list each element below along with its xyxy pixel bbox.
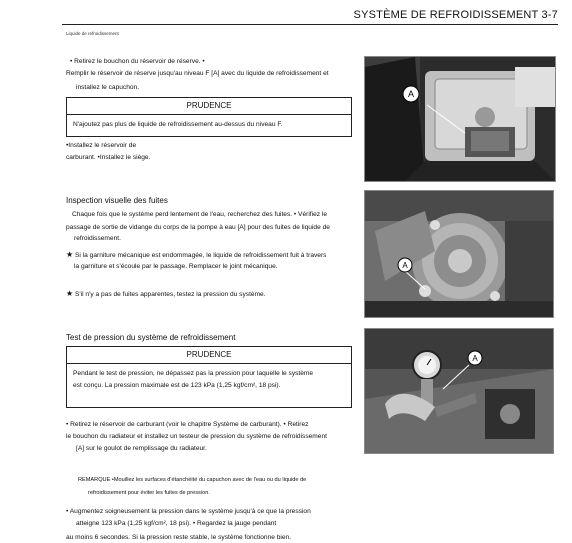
- section2-star2-text: S'il n'y a pas de fuites apparentes, testez la pression du système.: [75, 291, 266, 298]
- star-icon: ★: [66, 250, 74, 259]
- caution-title: PRUDENCE: [67, 98, 351, 115]
- header-rule: [62, 24, 558, 25]
- final-line-3: au moins 6 secondes. Si la pression reste stable, le système fonctionne bien.: [66, 534, 292, 541]
- section2-line-2: passage de sortie de vidange du corps de la pompe à eau [A] pour des fuites de liquide de: [66, 224, 330, 231]
- caution-line-1: Pendant le test de pression, ne dépassez pas la pression pour laquelle le système: [73, 370, 314, 377]
- note-line-2: refroidissement pour éviter les fuites de pression.: [88, 490, 210, 496]
- water-pump-illustration: [365, 191, 553, 317]
- caution-box-1: [66, 97, 352, 137]
- note-line-1: REMARQUE •Mouillez les surfaces d'étanchéité du capuchon avec de l'eau ou du liquide de: [78, 477, 307, 483]
- section3-heading: Test de pression du système de refroidissement: [66, 333, 236, 342]
- figure-2-callout: A: [402, 261, 408, 270]
- caution-box-2: [66, 346, 352, 408]
- caution-line-2: est conçu. La pression maximale est de 123 kPa (1,25 kgf/cm², 18 psi).: [73, 382, 281, 389]
- final-line-2: atteigne 123 kPa (1,25 kgf/cm², 18 psi). • Regardez la jauge pendant: [76, 520, 277, 527]
- figure-pressure-tester-photo: [364, 328, 554, 454]
- section3-line-3: [A] sur le goulot de remplissage du radiateur.: [76, 445, 207, 452]
- section1-line-1: • Retirez le bouchon du réservoir de réserve. •: [70, 58, 205, 65]
- pressure-tester-illustration: [365, 329, 553, 453]
- final-line-1: • Augmentez soigneusement la pression dans le système jusqu'à ce que la pression: [66, 508, 311, 515]
- section2-star1-line-1: [66, 249, 326, 261]
- page-subtitle: Liquide de refroidissement: [66, 31, 119, 36]
- section2-line-1: Chaque fois que le système perd lentement de l'eau, recherchez des fuites. • Vérifiez le: [72, 211, 328, 218]
- caution-text: N'ajoutez pas plus de liquide de refroidissement au-dessus du niveau F.: [73, 121, 283, 128]
- section1-line-2: Remplir le réservoir de réserve jusqu'au niveau F [A] avec du liquide de refroidissement et: [66, 70, 329, 77]
- section2-star1-line-2: la garniture et s'écoule par le passage. Remplacer le joint mécanique.: [74, 263, 278, 270]
- section2-star2: [66, 288, 266, 300]
- section2-heading: Inspection visuelle des fuites: [66, 196, 168, 205]
- figure-1-callout: A: [407, 89, 415, 99]
- reservoir-illustration: [365, 57, 555, 181]
- caution-text: [67, 364, 351, 396]
- section2-line-3: refroidissement.: [74, 235, 121, 242]
- figure-reservoir-photo: [364, 56, 556, 182]
- section1-line-3: installez le capuchon.: [76, 84, 140, 91]
- section3-line-1: • Retirez le réservoir de carburant (voir le chapitre Système de carburant). • Retirez: [66, 421, 309, 428]
- page-header-title: SYSTÈME DE REFROIDISSEMENT 3-7: [353, 9, 558, 21]
- star-icon: ★: [66, 289, 74, 298]
- figure-3-callout: A: [472, 354, 478, 363]
- section1-after-1: •Installez le réservoir de: [66, 142, 137, 149]
- section3-line-2: le bouchon du radiateur et installez un testeur de pression du système de refroidissement: [66, 433, 327, 440]
- section1-after-2: carburant. •Installez le siège.: [66, 154, 151, 161]
- figure-water-pump-photo: [364, 190, 554, 318]
- caution-title: PRUDENCE: [67, 347, 351, 364]
- section2-star1-text-1: Si la garniture mécanique est endommagée, le liquide de refroidissement fuit à travers: [75, 252, 327, 259]
